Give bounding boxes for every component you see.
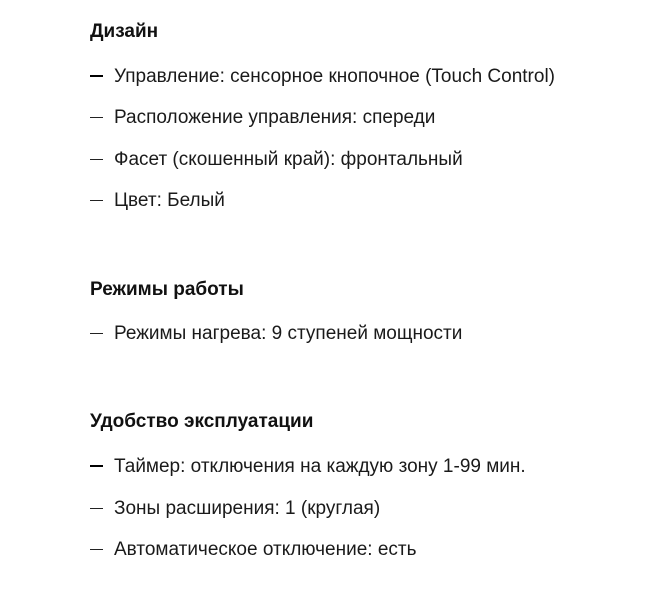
dash-icon — [90, 549, 103, 550]
item-text: Расположение управления: спереди — [114, 107, 436, 128]
item-text: Управление: сенсорное кнопочное (Touch Control) — [114, 66, 555, 87]
item-text: Фасет (скошенный край): фронтальный — [114, 149, 463, 170]
item-text: Зоны расширения: 1 (круглая) — [114, 498, 381, 519]
section-title: Режимы работы — [90, 279, 244, 300]
item-text: Режимы нагрева: 9 ступеней мощности — [114, 323, 463, 344]
item-text: Цвет: Белый — [114, 190, 225, 211]
dash-icon — [90, 159, 103, 160]
dash-icon — [90, 465, 103, 467]
dash-icon — [90, 117, 103, 118]
dash-icon — [90, 75, 103, 77]
dash-icon — [90, 508, 103, 509]
item-text: Автоматическое отключение: есть — [114, 539, 417, 560]
dash-icon — [90, 333, 103, 334]
section-title: Удобство эксплуатации — [90, 411, 314, 432]
section-title: Дизайн — [90, 21, 159, 42]
dash-icon — [90, 200, 103, 201]
item-text: Таймер: отключения на каждую зону 1-99 мин. — [114, 456, 526, 477]
